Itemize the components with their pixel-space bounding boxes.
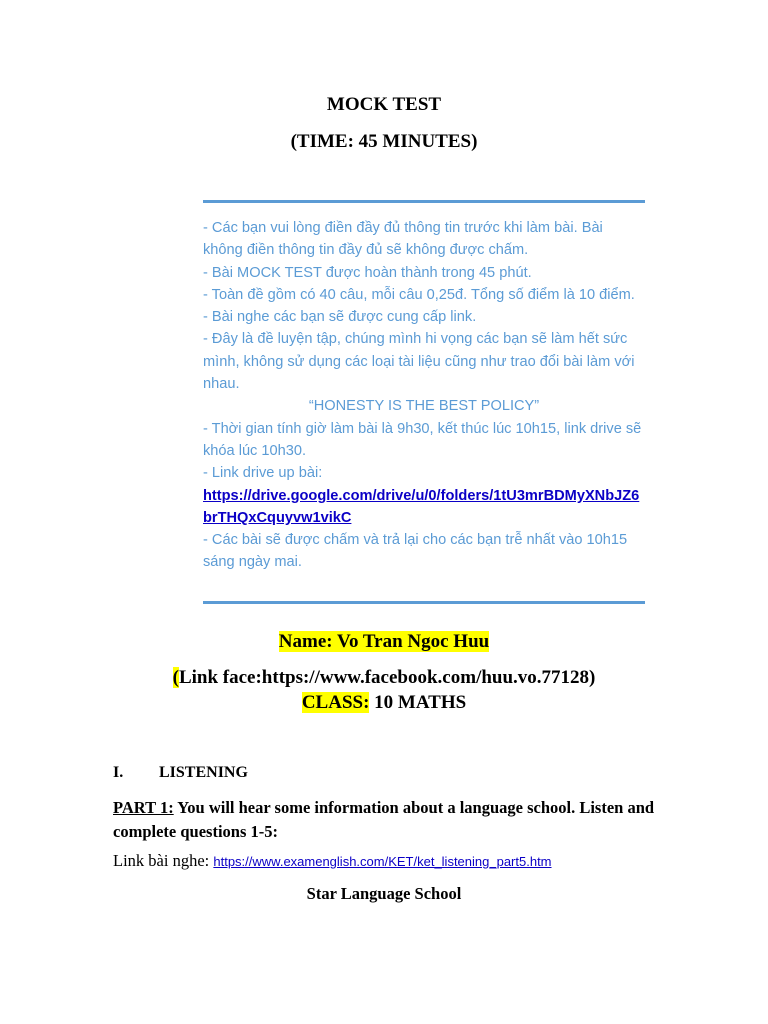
grading-note: - Các bài sẽ được chấm và trả lại cho các bạn trễ nhất vào 10h15 sáng ngày mai. [203, 532, 628, 571]
section-name: LISTENING [159, 764, 248, 781]
student-name-line [0, 631, 768, 653]
part-instruction [113, 796, 673, 844]
part-label: PART 1: [113, 798, 174, 817]
listening-link[interactable]: https://www.examenglish.com/KET/ket_listening_part5.htm [213, 854, 552, 869]
listening-link-label: Link bài nghe: [113, 851, 214, 870]
drive-link[interactable]: https://drive.google.com/drive/u/0/folders/1tU3mrBDMyXNbJZ6brTHQxCquyvw1vikC [203, 487, 640, 526]
instruction-line: - Các bạn vui lòng điền đầy đủ thông tin trước khi làm bài. Bài không điền thông tin đầy đủ sẽ không được chấm. [203, 220, 603, 259]
part-text: You will hear some information about a language school. Listen and complete questions 1-5: [113, 798, 655, 841]
instruction-line: - Bài nghe các bạn sẽ được cung cấp link. [203, 309, 477, 326]
instruction-line: - Đây là đề luyện tập, chúng mình hi vọng các bạn sẽ làm hết sức mình, không sử dụng các loại tài liệu cũng như trao đổi bài làm với nhau. [203, 331, 635, 393]
open-paren: ( [172, 667, 179, 688]
section-subtitle: Star Language School [306, 884, 462, 903]
time-limit: (TIME: 45 MINUTES) [290, 131, 478, 152]
motto: “HONESTY IS THE BEST POLICY” [308, 398, 540, 415]
listening-link-line [113, 851, 552, 871]
facebook-line [0, 667, 768, 689]
page-title: MOCK TEST [326, 94, 442, 115]
class-label: CLASS: [301, 692, 370, 713]
time-note: - Thời gian tính giờ làm bài là 9h30, kết thúc lúc 10h15, link drive sẽ khóa lúc 10h30. [203, 420, 642, 459]
drive-label: - Link drive up bài: [203, 465, 323, 482]
class-line [0, 692, 768, 714]
instruction-line: - Toàn đề gồm có 40 câu, mỗi câu 0,25đ. Tổng số điểm là 10 điểm. [203, 286, 635, 303]
instruction-line: - Bài MOCK TEST được hoàn thành trong 45 phút. [203, 264, 532, 281]
class-value: 10 MATHS [369, 692, 467, 713]
instructions-box [203, 200, 645, 604]
section-heading [113, 764, 248, 782]
student-name: Name: Vo Tran Ngoc Huu [278, 631, 490, 652]
facebook-link-text: Link face:https://www.facebook.com/huu.vo.77128) [178, 667, 596, 688]
section-number: I. [113, 764, 124, 781]
